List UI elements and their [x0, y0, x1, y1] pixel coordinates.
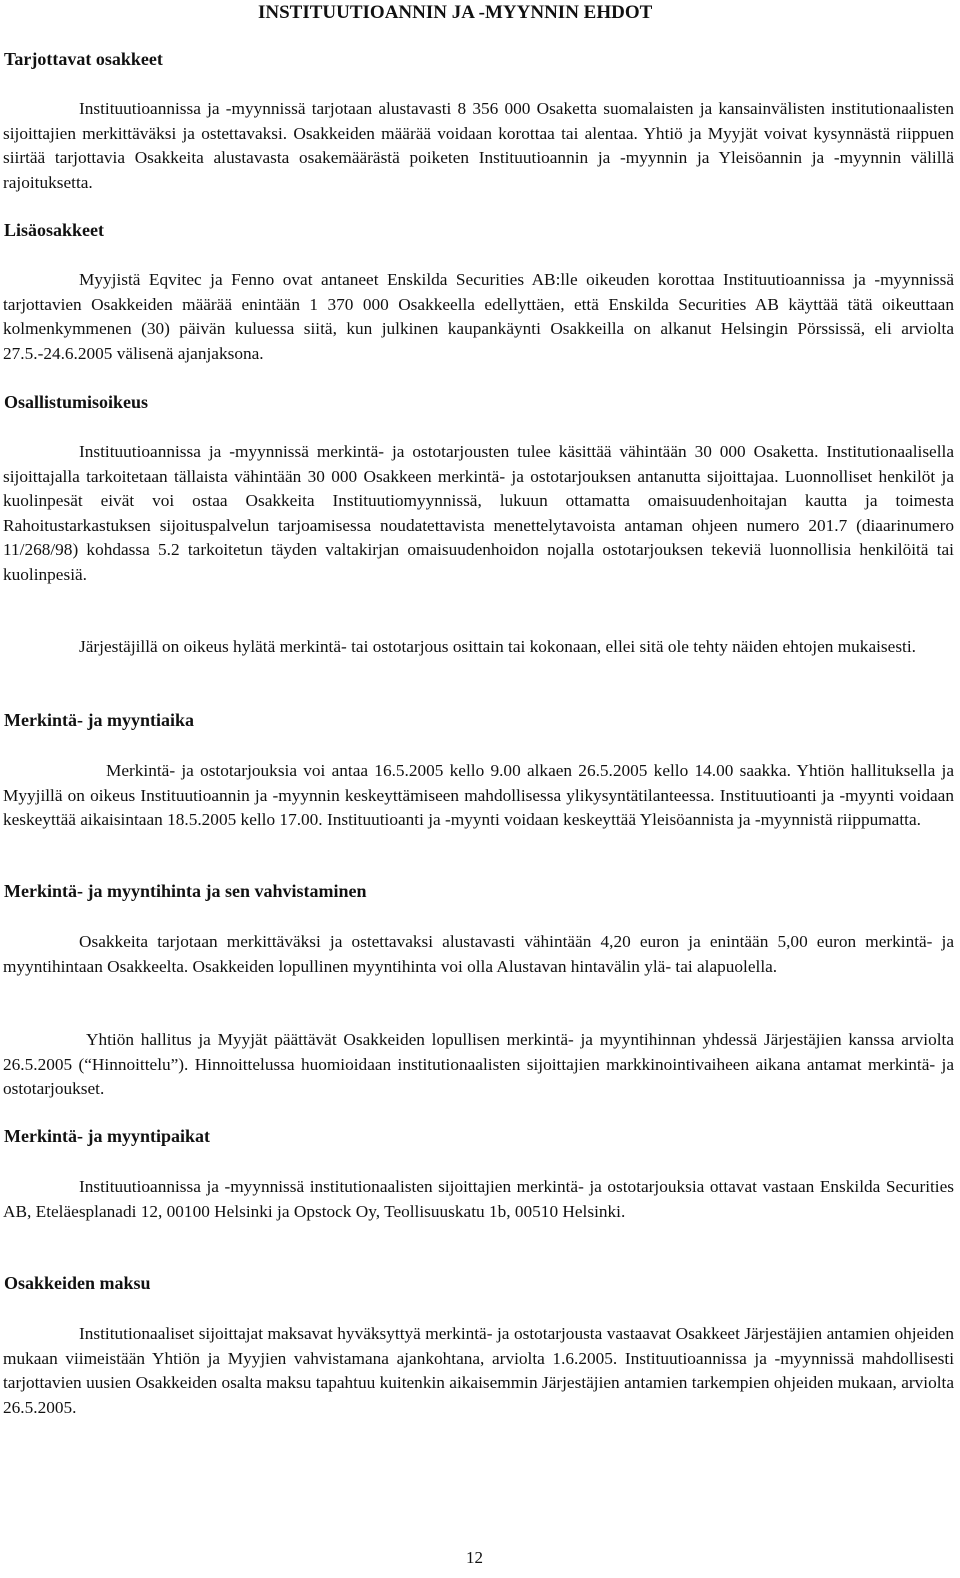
paragraph-osallistumisoikeus-1: Instituutioannissa ja -myynnissä merkintä- ja ostotarjousten tulee käsittää vähintään 30 000 Osaketta. Institutionaalisella sijoittajalla tarkoitetaan tällaista vähintään 30 000 Osakkeen merkintä- ja ostotarjouksen antanutta sijoittajaa. Luonnolliset henkilöt ja kuolinpesät eivät voi ostaa Osakkeita Instituutiomyynnissä, lukuun ottamatta omaisuudenhoitajan kautta ja toimesta Rahoitustarkastuksen sijoituspalvelun tarjoamisessa noudatettavista menettelytavoista antaman ohjeen numero 201.7 (diaarinumero 11/268/98) kohdassa 5.2 tarkoitetun täyden valtakirjan omaisuudenhoidon nojalla ostotarjouksen tekeviä luonnollisia henkilöitä tai kuolinpesiä.	[3, 442, 954, 584]
section-heading-tarjottavat-osakkeet: Tarjottavat osakkeet	[4, 49, 163, 69]
section-heading-merkinta-ja-myyntiaika: Merkintä- ja myyntiaika	[4, 710, 194, 730]
section-heading-osallistumisoikeus: Osallistumisoikeus	[4, 392, 149, 412]
paragraph-merkinta-ja-myyntiaika: Merkintä- ja ostotarjouksia voi antaa 16.5.2005 kello 9.00 alkaen 26.5.2005 kello 14.00 saakka. Yhtiön hallituksella ja Myyjillä on oikeus Instituutioannin ja -myynnin keskeyttämiseen mahdollisessa ylikysyntätilanteessa. Instituutioanti ja -myynti voidaan keskeyttää aikaisintaan 18.5.2005 kello 17.00. Instituutioanti ja -myynti voidaan keskeyttää Yleisöannista ja -myynnistä riippumatta.	[3, 761, 954, 829]
paragraph-myyntipaikat: Instituutioannissa ja -myynnissä institutionaalisten sijoittajien merkintä- ja ostotarjouksia ottavat vastaan Enskilda Securities AB, Eteläesplanadi 12, 00100 Helsinki ja Opstock Oy, Teollisuuskatu 1b, 00510 Helsinki.	[3, 1177, 954, 1221]
paragraph-osallistumisoikeus-2: Järjestäjillä on oikeus hylätä merkintä- tai ostotarjous osittain tai kokonaan, ellei sitä ole tehty näiden ehtojen mukaisesti.	[79, 637, 916, 656]
paragraph-lisaosakkeet: Myyjistä Eqvitec ja Fenno ovat antaneet Enskilda Securities AB:lle oikeuden korottaa Instituutioannissa ja -myynnissä tarjottavien Osakkeiden määrää enintään 1 370 000 Osakkeella edellyttäen, että Enskilda Securities AB käyttää tätä oikeuttaan kolmenkymmenen (30) päivän kuluessa siitä, kun julkinen kaupankäynti Osakkeilla on alkanut Helsingin Pörssissä, eli arviolta 27.5.-24.6.2005 välisenä ajanjaksona.	[3, 270, 954, 363]
section-heading-myyntipaikat: Merkintä- ja myyntipaikat	[4, 1126, 210, 1146]
section-heading-lisaosakkeet: Lisäosakkeet	[4, 220, 105, 240]
document-title: INSTITUUTIOANNIN JA -MYYNNIN EHDOT	[258, 2, 653, 23]
paragraph-myyntihinta-2: Yhtiön hallitus ja Myyjät päättävät Osakkeiden lopullisen merkintä- ja myyntihinnan yhdessä Järjestäjien kanssa arviolta 26.5.2005 (“Hinnoittelu”). Hinnoittelussa huomioidaan institutionaalisten sijoittajien markkinointivaiheen aikana antamat merkintä- ja ostotarjoukset.	[3, 1030, 954, 1098]
paragraph-osakkeiden-maksu: Institutionaaliset sijoittajat maksavat hyväksyttyä merkintä- ja ostotarjousta vastaavat Osakkeet Järjestäjien antamien ohjeiden mukaan viimeistään Yhtiön ja Myyjien vahvistamana ajankohtana, arviolta 1.6.2005. Instituutioannissa ja -myynnissä mahdollisesti tarjottavien uusien Osakkeiden osalta maksu tapahtuu kuitenkin aikaisemmin Järjestäjien antamien tarkempien ohjeiden mukaan, arviolta 26.5.2005.	[3, 1324, 954, 1417]
section-heading-osakkeiden-maksu: Osakkeiden maksu	[4, 1273, 151, 1293]
page-number: 12	[466, 1548, 483, 1567]
paragraph-myyntihinta-1: Osakkeita tarjotaan merkittäväksi ja ostettavaksi alustavasti vähintään 4,20 euron ja enintään 5,00 euron merkintä- ja myyntihintaan Osakkeelta. Osakkeiden lopullinen myyntihinta voi olla Alustavan hintavälin ylä- tai alapuolella.	[3, 932, 954, 976]
section-heading-myyntihinta: Merkintä- ja myyntihinta ja sen vahvistaminen	[4, 881, 367, 901]
paragraph-tarjottavat-osakkeet: Instituutioannissa ja -myynnissä tarjotaan alustavasti 8 356 000 Osaketta suomalaisten ja kansainvälisten institutionaalisten sijoittajien merkittäväksi ja ostettavaksi. Osakkeiden määrää voidaan korottaa tai alentaa. Yhtiö ja Myyjät voivat kysynnästä riippuen siirtää tarjottavia Osakkeita alustavasta osakemäärästä poiketen Instituutioannin ja -myynnin ja Yleisöannin ja -myynnin välillä rajoituksetta.	[3, 99, 954, 192]
